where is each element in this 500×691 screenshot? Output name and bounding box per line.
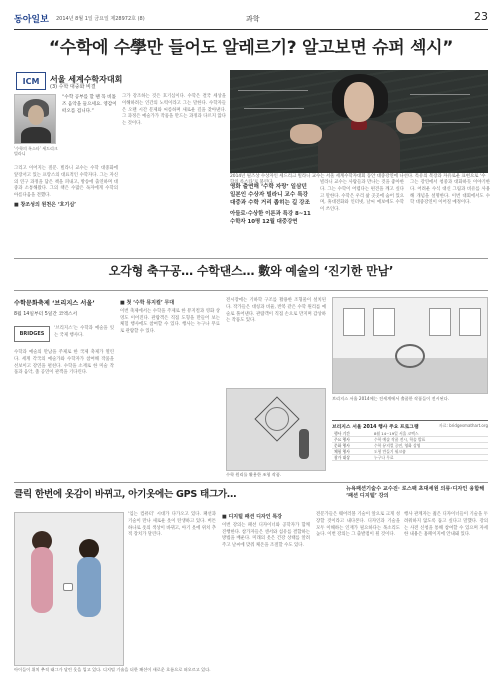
story3-column-c: 전문가들은 웨어러블 기술이 앞으로 크게 성장할 것이라고 내다본다. 디자인과 기술을 모두 이해하는 인재가 필요하다는 목소리도 높다. 이번 강의는 그 출발점이 될 것이다.	[316, 512, 400, 538]
divider	[14, 258, 488, 259]
sculpture-caption: 수학 원리를 활용한 조형 작품.	[226, 472, 282, 477]
story1-column-2: 그가 강조하는 것은 호기심이다. 수학은 결국 세상을 이해하려는 인간의 노력이라고 그는 말한다. 수학자들은 오랜 시간 문제와 씨름하며 새로운 길을 찾아낸다. 그 과정은 예술가가 작품을 만드는 과정과 다르지 않다는 것이다.	[122, 94, 226, 127]
story3-column-a: ‘입는 컴퓨터’ 시대가 다가오고 있다. 패션과 기술이 만나 새로운 옷이 탄생하고 있다. 버튼 하나로 옷의 색상이 바뀌고, 아기 옷에 위치 추적 장치가 달린다.	[128, 512, 216, 538]
story2-column-b: 수학과 예술의 만남을 주제로 한 국제 축제가 열린다. 세계 각국의 예술가와 수학자가 참여해 작품을 선보이고 강연을 펼친다. 수학을 소재로 한 미술 작품과 음악, 춤 공연이 관객을 기다린다.	[14, 350, 114, 376]
story2-subtitle-block	[14, 298, 114, 317]
pull-quote-small: “수학 공부를 할 땐 꼭 비틀즈 음악을 들으세요. 영감이 떠오를 겁니다.”	[62, 95, 117, 114]
info-title: 브리지스 서울 2014 행사 주요 프로그램	[332, 425, 419, 430]
pull-quote-2: 아들로·수상한 이론과 특강 8~11 수학자 10명 12월 대중강연	[230, 211, 311, 225]
story1-left-block	[14, 70, 226, 254]
divider	[14, 290, 488, 291]
table-row: 행사 기간 8월 14~19일 서울 코엑스	[332, 431, 488, 437]
story2-column-d: 전시장에는 기하학 구조를 활용한 조형물이 설치된다. 작가들은 대칭과 비율, 반복 같은 수학 원리를 예술로 풀어낸다. 관람객이 직접 손으로 만지며 감상하는 작품도 있다.	[226, 298, 326, 324]
story1-column-4: 빌라니 교수는 사람들과 만나는 것을 좋아한다. 그는 수학이 어렵다는 편견을 깨고 싶다고 말한다. 수학은 우리 삶 곳곳에 숨어 있으며, 휴대전화와 인터넷, 날씨 예보에도 수학이 쓰인다.	[320, 180, 404, 213]
seminar-title: 서울 세계수학자대회	[50, 75, 123, 84]
lecture-photo	[230, 70, 488, 173]
lecture-photo-caption: 2014년 필즈상 수상자인 세드리크 빌라니 교수는 서울 세계수학자대회 동안 대중강연에 나선다. 특유의 복장과 자유로운 표현으로 ‘수학의 록스타’로 불린다.	[230, 174, 486, 185]
story2-column-a: ‘브리지스’는 수학과 예술을 잇는 국제 행사다.	[54, 326, 114, 338]
story2-subtitle: 수학문화축제 ‘브리지스 서울’	[14, 300, 95, 307]
info-source: 자료: bridgesmathart.org	[438, 423, 488, 428]
story1-subhead: ■ 창조성의 원천은 ‘호기심’	[14, 201, 77, 208]
pull-quote-1: 영화 출연해 ‘수학 자랑’ 일삼던 일본인 수상자 빌라니 교수 특강 대중과 수학 거리 좁히는 길 강조	[230, 184, 310, 206]
kids-photo-caption: 아이들이 위치 추적 태그가 달린 옷을 입고 있다. 디지털 기술을 더한 패션이 새로운 흐름으로 떠오르고 있다.	[14, 667, 211, 672]
main-headline: “수학에 수學만 들어도 알레르기? 알고보면 슈퍼 섹시”	[48, 38, 454, 58]
sculpture-photo	[226, 388, 326, 471]
exhibition-caption: 브리지스 서울 2014에는 전세계에서 출품한 작품들이 전시된다.	[332, 396, 450, 401]
seminar-subtitle: (3) 수학 대중화 비결	[50, 84, 96, 90]
bridges-logo: BRIDGES	[14, 326, 50, 342]
date-line: 2014년 8월 1일 금요일 제28972호 (8)	[56, 16, 145, 22]
table-row: 참가 대상 누구나 무료	[332, 455, 488, 461]
body-text: 이번 강의는 패션 디자이너와 공학자가 함께 진행한다. 참가자들은 센서와 섬유를 결합하는 방법을 배운다. 미래의 옷은 건강 상태를 알려주고 날씨에 맞춰 체온을 조절할 수도 있다.	[222, 522, 310, 549]
story2-subtitle-2: 8월 14일부터 5일간 코엑스서	[14, 312, 78, 317]
section-label: 과학	[246, 15, 260, 23]
program-info-box	[332, 420, 488, 480]
story3-subtitle: 뉴욕패션기술수 교수진· 로스팩 초대세원 의류·디자인 융합해 ‘패션 디지털’ 강의	[346, 486, 485, 499]
kids-fashion-photo	[14, 512, 124, 666]
table-row: 주요 행사 수학 예술 작품 전시, 학술 발표	[332, 437, 488, 443]
story3-subhead: ■ 디지털 패션 디자인 특강	[222, 514, 282, 520]
story2-subhead: ■ 첫 ‘수학 뮤지컬’ 무대	[120, 300, 175, 306]
story2-column-c	[120, 298, 220, 336]
body-text: 그리고 이어지는 질문. 빌라니 교수는 수학 대중화에 앞장서고 있는 프랑스의 대표적인 수학자다. 그는 자신의 연구 과정을 담은 책을 펴내고, 방송에 출연하며 대중과 소통해왔다. 그의 책은 수많은 독자에게 수학의 아름다움을 전했다.	[14, 166, 118, 199]
exhibition-photo	[332, 297, 488, 394]
body-text: 이번 축제에서는 수학을 주제로 한 뮤지컬과 영화 상영도 이어진다. 관람객은 직접 도형을 만들어 보는 체험 행사에도 참여할 수 있다. 행사는 누구나 무료로 관람할 수 있다.	[120, 308, 220, 335]
story1-column-1	[14, 166, 118, 211]
portrait-caption: ‘수학의 록스타’ 세드리크 빌라니	[14, 146, 58, 156]
info-table	[332, 431, 488, 461]
story3-headline: 클릭 한번에 옷감이 바뀌고, 아기옷에는 GPS 태그가…	[14, 489, 237, 500]
story1-column-5: 그는 강연에서 청중과 대화하듯 이야기한다. 어려운 수식 대신 그림과 비유를 사용해 개념을 설명한다. 이번 대회에서도 수학 대중강연이 이어질 예정이다.	[410, 180, 490, 206]
icm-logo: ICM	[16, 72, 46, 90]
page-header	[14, 8, 488, 30]
page-number: 23	[474, 10, 488, 23]
portrait-photo	[14, 94, 56, 144]
divider	[14, 482, 488, 483]
pull-quote-block	[230, 183, 314, 226]
seminar-banner	[14, 70, 226, 92]
story3-column-d: 행사 관계자는 젊은 디자이너들이 기술을 두려워하지 않도록 돕고 싶다고 말했다. 강의는 사전 신청을 통해 참여할 수 있으며 자세한 내용은 홈페이지에 안내돼 있다.	[404, 512, 488, 538]
story2-headline: 오각형 축구공… 수학댄스… 數와 예술의 ‘진기한 만남’	[108, 264, 394, 278]
publication-name: 동아일보	[14, 15, 49, 25]
table-row: 문화 행사 수학 뮤지컬 공연, 영화 상영	[332, 443, 488, 449]
story3-column-b	[222, 512, 310, 550]
table-row: 체험 행사 도형 만들기 워크숍	[332, 449, 488, 455]
